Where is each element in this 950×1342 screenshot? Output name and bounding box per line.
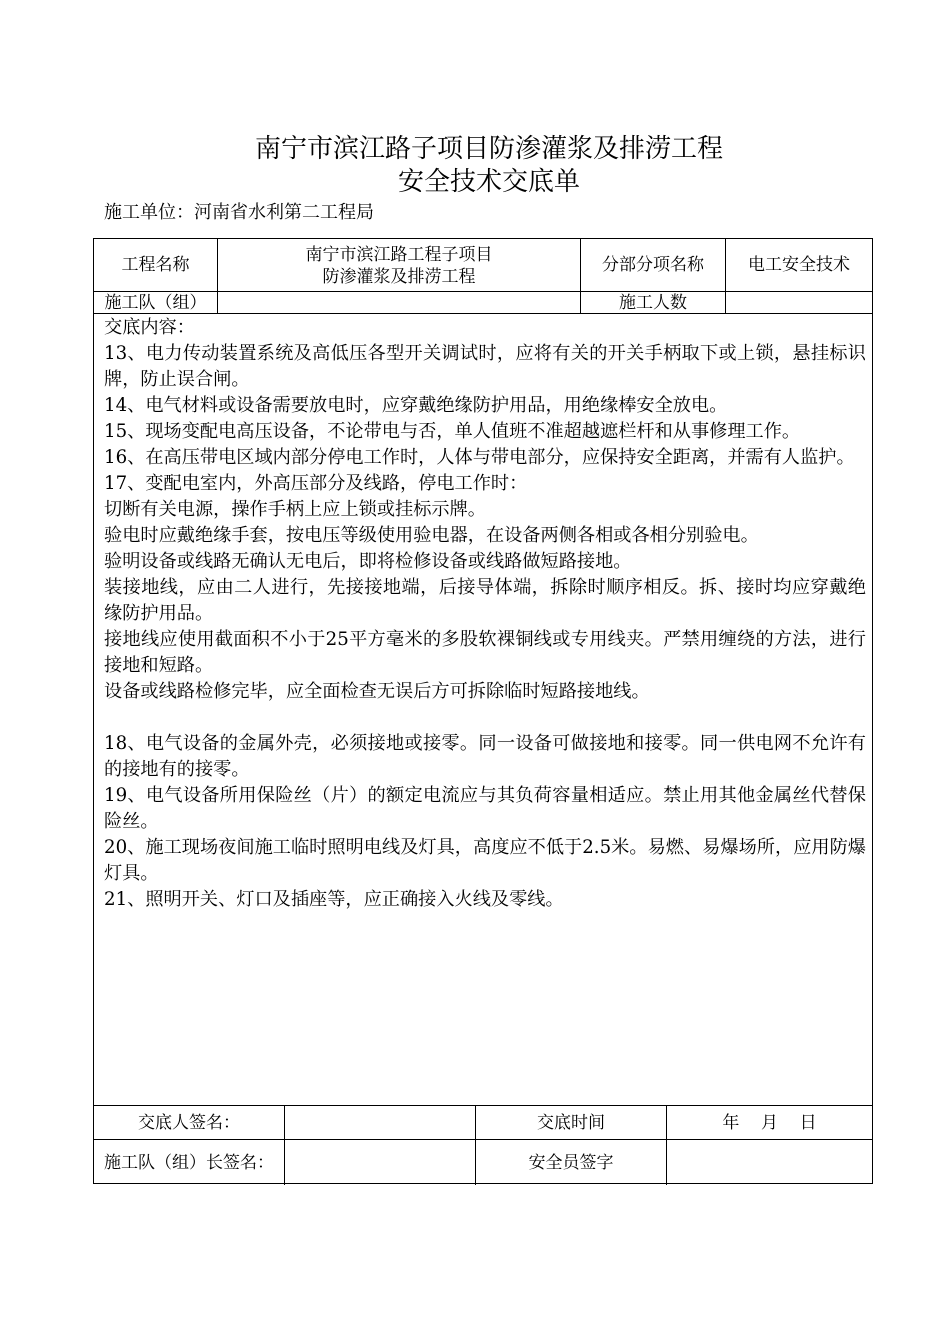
team-leader-sign-label: 施工队（组）长签名：: [104, 1152, 274, 1173]
content-line: 16、在高压带电区域内部分停电工作时，人体与带电部分，应保持安全距离，并需有人监护。: [104, 447, 855, 468]
team-value[interactable]: [218, 292, 580, 313]
safety-officer-label: 安全员签字: [528, 1152, 614, 1173]
content-line: 13、电力传动装置系统及高低压各型开关调试时，应将有关的开关手柄取下或上锁，悬挂标识牌，防止误合闸。: [104, 343, 866, 390]
disclosure-table: [93, 238, 873, 1184]
subitem-label: 分部分项名称: [602, 255, 704, 275]
team-label: 施工队（组）: [104, 292, 207, 313]
project-name-label: 工程名称: [121, 255, 190, 275]
content-spacer: [104, 705, 866, 731]
discloser-sign-field[interactable]: [285, 1106, 475, 1139]
disclosure-content: [104, 315, 866, 913]
workers-value[interactable]: [726, 292, 872, 313]
document-subtitle: 安全技术交底单: [397, 167, 580, 197]
content-line: 验明设备或线路无确认无电后，即将检修设备或线路做短路接地。: [104, 551, 632, 572]
project-name-line: 南宁市滨江路工程子项目: [305, 245, 493, 265]
content-line: 20、施工现场夜间施工临时照明电线及灯具，高度应不低于2.5米。易燃、易爆场所，应用防爆灯具。: [104, 837, 866, 884]
content-line: 21、照明开关、灯口及插座等，应正确接入火线及零线。: [104, 889, 564, 910]
content-line: 18、电气设备的金属外壳，必须接地或接零。同一设备可做接地和接零。同一供电网不允许有的接地有的接零。: [104, 733, 866, 780]
subitem-value: 电工安全技术: [748, 255, 850, 275]
project-name-value: [218, 240, 580, 292]
content-line: 装接地线，应由二人进行，先接接地端，后接导体端，拆除时顺序相反。拆、接时均应穿戴绝缘防护用品。: [104, 577, 866, 624]
content-line: 设备或线路检修完毕，应全面检查无误后方可拆除临时短路接地线。: [104, 681, 650, 702]
content-line: 15、现场变配电高压设备，不论带电与否，单人值班不准超越遮栏杆和从事修理工作。: [104, 421, 801, 442]
disclosure-date-field[interactable]: 年 月 日: [722, 1112, 817, 1133]
discloser-sign-label: 交底人签名：: [138, 1112, 240, 1133]
content-label: 交底内容：: [104, 317, 195, 338]
document-title: 南宁市滨江路子项目防渗灌浆及排涝工程: [254, 134, 723, 164]
content-line: 17、变配电室内，外高压部分及线路，停电工作时：: [104, 473, 528, 494]
safety-officer-sign-field[interactable]: [667, 1140, 872, 1185]
content-line: 19、电气设备所用保险丝（片）的额定电流应与其负荷容量相适应。禁止用其他金属丝代替保险丝。: [104, 785, 866, 832]
workers-label: 施工人数: [619, 292, 687, 313]
table-divider: [94, 313, 872, 314]
content-line: 切断有关电源，操作手柄上应上锁或挂标示牌。: [104, 499, 486, 520]
project-name-line: 防渗灌浆及排涝工程: [322, 267, 476, 287]
team-leader-sign-field[interactable]: [285, 1140, 475, 1185]
construction-unit: 施工单位：河南省水利第二工程局: [104, 202, 374, 223]
disclosure-time-label: 交底时间: [537, 1112, 605, 1133]
content-line: 14、电气材料或设备需要放电时，应穿戴绝缘防护用品，用绝缘棒安全放电。: [104, 395, 728, 416]
content-line: 验电时应戴绝缘手套，按电压等级使用验电器，在设备两侧各相或各相分别验电。: [104, 525, 759, 546]
content-line: 接地线应使用截面积不小于25平方毫米的多股软裸铜线或专用线夹。严禁用缠绕的方法，进行接地和短路。: [104, 629, 866, 676]
